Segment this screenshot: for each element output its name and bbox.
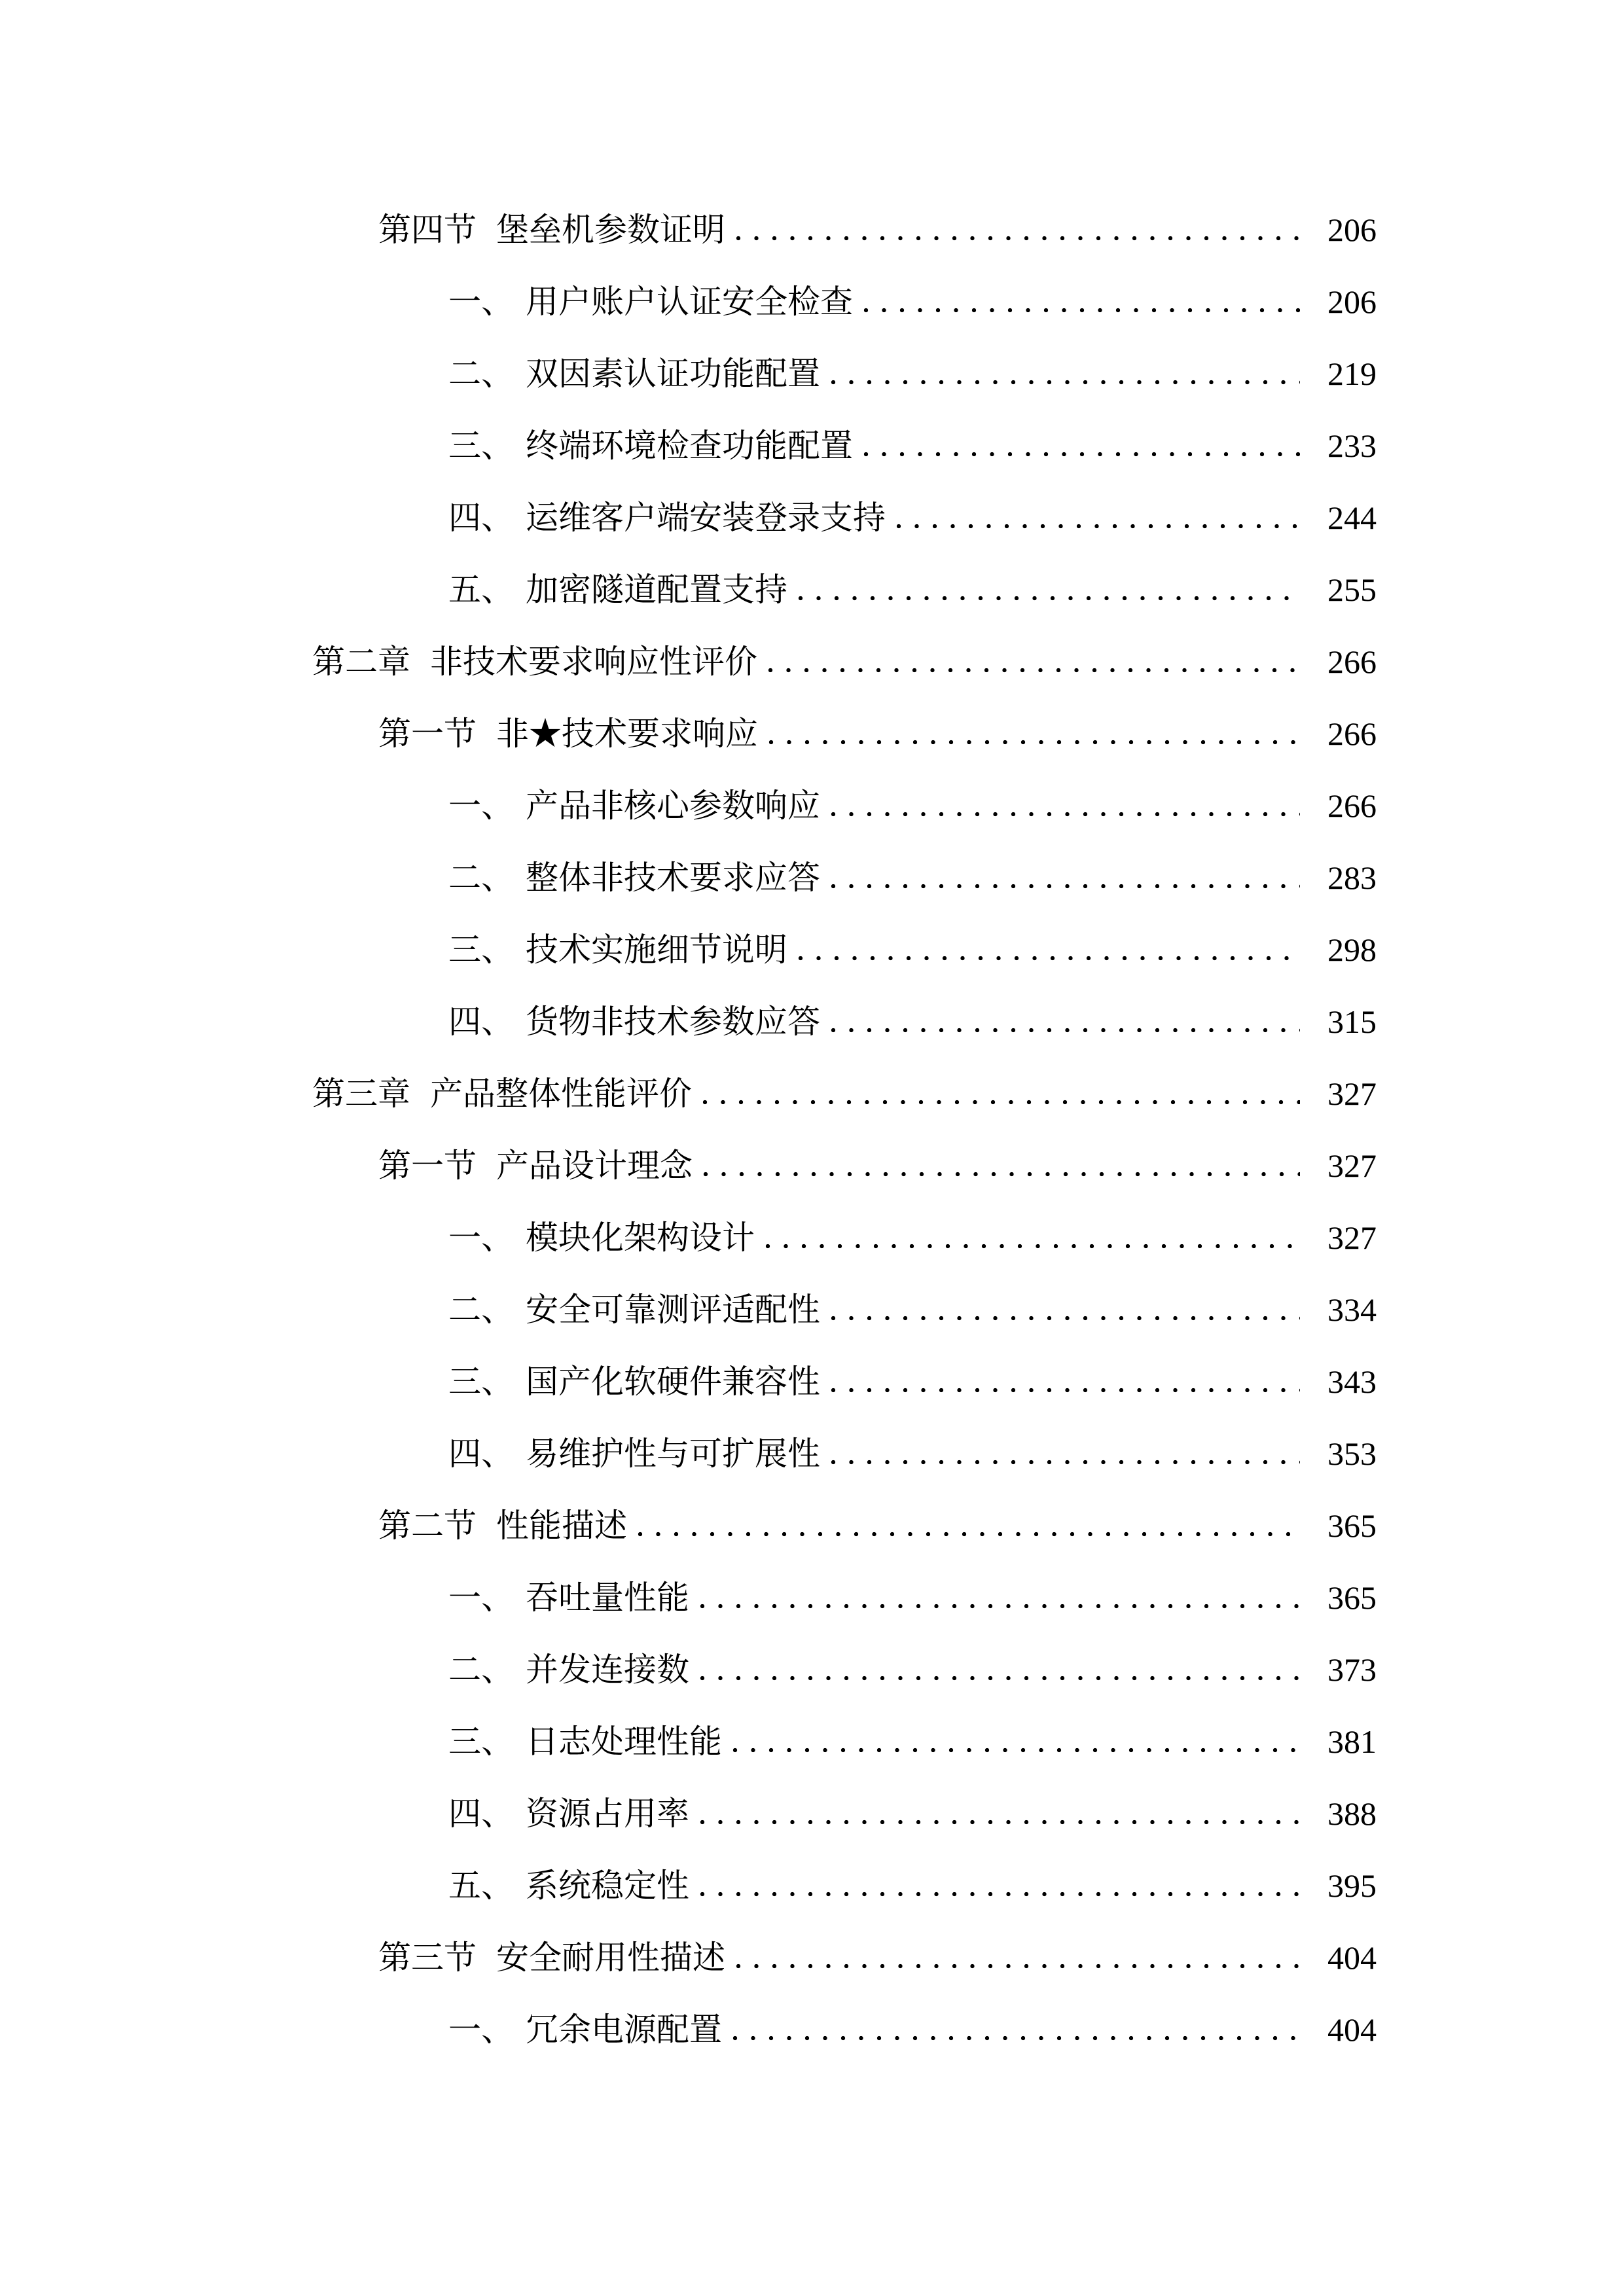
toc-entry[interactable] (0, 1706, 1624, 1778)
toc-entry[interactable] (0, 842, 1624, 914)
dot-leader (765, 1244, 1300, 1249)
toc-entry[interactable] (0, 1202, 1624, 1274)
toc-entry-title: 终端环境检查功能配置 (526, 427, 853, 464)
toc-entry-title: 产品非核心参数响应 (526, 787, 820, 824)
toc-entry-number: 四、 (448, 1003, 514, 1040)
toc-entry-title: 货物非技术参数应答 (526, 1003, 820, 1040)
toc-entry-number: 二、 (448, 355, 514, 392)
toc-page-number: 404 (1327, 2011, 1377, 2048)
toc-entry-title: 易维护性与可扩展性 (526, 1435, 820, 1472)
toc-page-number: 373 (1327, 1651, 1377, 1688)
toc-entry-title: 性能描述 (496, 1507, 627, 1544)
toc-entry-number: 三、 (448, 1723, 514, 1760)
toc-entry-title: 非★技术要求响应 (496, 715, 758, 752)
toc-entry-number: 五、 (448, 571, 514, 608)
toc-entry-title: 模块化架构设计 (526, 1219, 755, 1256)
toc-page-number: 219 (1327, 355, 1377, 392)
toc-entry-number: 一、 (448, 2011, 514, 2048)
toc-page-number: 381 (1327, 1723, 1377, 1760)
toc-page-number: 283 (1327, 859, 1377, 896)
toc-entry-number: 五、 (448, 1867, 514, 1904)
toc-page-number: 365 (1327, 1507, 1377, 1544)
toc-page-number: 365 (1327, 1579, 1377, 1616)
dot-leader (703, 1172, 1300, 1177)
toc-entry-number: 第二章 (312, 643, 410, 680)
toc-entry-number: 二、 (448, 859, 514, 896)
dot-leader (736, 236, 1300, 241)
toc-page-number: 327 (1327, 1147, 1377, 1184)
toc-entry-number: 第三节 (378, 1939, 477, 1976)
dot-leader (798, 956, 1300, 961)
toc-entry-title: 国产化软硬件兼容性 (526, 1363, 820, 1400)
dot-leader (700, 1820, 1300, 1825)
dot-leader (831, 884, 1300, 889)
toc-entry[interactable] (0, 1634, 1624, 1706)
toc-entry-number: 三、 (448, 1363, 514, 1400)
toc-entry-title: 产品整体性能评价 (430, 1075, 692, 1112)
dot-leader (896, 524, 1300, 529)
toc-entry-number: 一、 (448, 1219, 514, 1256)
toc-entry-number: 二、 (448, 1291, 514, 1328)
toc-entry[interactable] (0, 986, 1624, 1058)
toc-entry-number: 一、 (448, 1579, 514, 1616)
toc-page-number: 343 (1327, 1363, 1377, 1400)
toc-entry-title: 用户账户认证安全检查 (526, 283, 853, 320)
toc-entry[interactable] (0, 554, 1624, 626)
toc-entry[interactable] (0, 1274, 1624, 1346)
toc-page-number: 395 (1327, 1867, 1377, 1904)
toc-entry[interactable] (0, 1850, 1624, 1922)
toc-page-number: 388 (1327, 1795, 1377, 1832)
toc-entry[interactable] (0, 626, 1624, 698)
toc-entry-number: 四、 (448, 1435, 514, 1472)
toc-entry-title: 整体非技术要求应答 (526, 859, 820, 896)
toc-page-number: 206 (1327, 211, 1377, 248)
dot-leader (831, 1460, 1300, 1465)
toc-entry[interactable] (0, 1490, 1624, 1562)
dot-leader (831, 1028, 1300, 1033)
toc-page-number: 327 (1327, 1075, 1377, 1112)
toc-entry-number: 第四节 (378, 211, 477, 248)
toc-entry[interactable] (0, 914, 1624, 986)
toc-entry-title: 技术实施细节说明 (526, 931, 787, 968)
toc-entry[interactable] (0, 1922, 1624, 1994)
toc-entry-number: 第三章 (312, 1075, 410, 1112)
toc-page-number: 233 (1327, 427, 1377, 464)
toc-entry-title: 安全耐用性描述 (496, 1939, 725, 1976)
toc-entry-title: 非技术要求响应性评价 (430, 643, 757, 680)
dot-leader (863, 452, 1300, 457)
toc-entry-number: 第二节 (378, 1507, 477, 1544)
toc-entry-title: 运维客户端安装登录支持 (526, 499, 886, 536)
dot-leader (831, 812, 1300, 817)
toc-page-number: 404 (1327, 1939, 1377, 1976)
dot-leader (732, 2036, 1300, 2041)
toc-page-number: 298 (1327, 931, 1377, 968)
toc-entry-title: 堡垒机参数证明 (496, 211, 725, 248)
toc-entry[interactable] (0, 266, 1624, 338)
dot-leader (732, 1748, 1300, 1753)
toc-entry[interactable] (0, 482, 1624, 554)
dot-leader (700, 1676, 1300, 1681)
toc-entry-title: 产品设计理念 (496, 1147, 693, 1184)
toc-page-number: 327 (1327, 1219, 1377, 1256)
toc-entry-title: 双因素认证功能配置 (526, 355, 820, 392)
dot-leader (700, 1604, 1300, 1609)
toc-entry[interactable] (0, 1130, 1624, 1202)
toc-entry-title: 吞吐量性能 (526, 1579, 689, 1616)
dot-leader (768, 740, 1300, 745)
dot-leader (768, 668, 1300, 673)
toc-entry-number: 第一节 (378, 1147, 477, 1184)
toc-entry[interactable] (0, 1778, 1624, 1850)
toc-entry-number: 一、 (448, 787, 514, 824)
toc-entry-number: 第一节 (378, 715, 477, 752)
dot-leader (638, 1532, 1300, 1537)
toc-entry-title: 日志处理性能 (526, 1723, 722, 1760)
toc-entry-title: 冗余电源配置 (526, 2011, 722, 2048)
toc-entry-title: 加密隧道配置支持 (526, 571, 787, 608)
toc-entry[interactable] (0, 1562, 1624, 1634)
dot-leader (736, 1964, 1300, 1969)
dot-leader (831, 1316, 1300, 1321)
toc-entry[interactable] (0, 1346, 1624, 1418)
toc-entry-number: 二、 (448, 1651, 514, 1688)
toc-page-number: 266 (1327, 643, 1377, 680)
dot-leader (700, 1892, 1300, 1897)
toc-page-number: 206 (1327, 283, 1377, 320)
toc-entry[interactable] (0, 410, 1624, 482)
toc-page-number: 266 (1327, 787, 1377, 824)
toc-page-number: 334 (1327, 1291, 1377, 1328)
toc-entry-number: 三、 (448, 427, 514, 464)
toc-page-number: 244 (1327, 499, 1377, 536)
toc-entry-number: 四、 (448, 499, 514, 536)
dot-leader (702, 1100, 1300, 1105)
toc-entry-title: 系统稳定性 (526, 1867, 689, 1904)
toc-page-number: 266 (1327, 715, 1377, 752)
toc-entry[interactable] (0, 1418, 1624, 1490)
dot-leader (831, 380, 1300, 385)
dot-leader (863, 308, 1300, 313)
toc-entry[interactable] (0, 1994, 1624, 2066)
dot-leader (831, 1388, 1300, 1393)
toc-page-number: 255 (1327, 571, 1377, 608)
toc-entry-number: 三、 (448, 931, 514, 968)
toc-entry-number: 一、 (448, 283, 514, 320)
toc-entry-title: 资源占用率 (526, 1795, 689, 1832)
toc-entry[interactable] (0, 770, 1624, 842)
toc-entry[interactable] (0, 698, 1624, 770)
toc-page-number: 315 (1327, 1003, 1377, 1040)
toc-page-number: 353 (1327, 1435, 1377, 1472)
toc-entry-number: 四、 (448, 1795, 514, 1832)
toc-entry[interactable] (0, 194, 1624, 266)
toc-entry-title: 并发连接数 (526, 1651, 689, 1688)
toc-entry-title: 安全可靠测评适配性 (526, 1291, 820, 1328)
toc-entry[interactable] (0, 1058, 1624, 1130)
toc-entry[interactable] (0, 338, 1624, 410)
table-of-contents (0, 194, 1624, 2066)
dot-leader (798, 596, 1300, 601)
